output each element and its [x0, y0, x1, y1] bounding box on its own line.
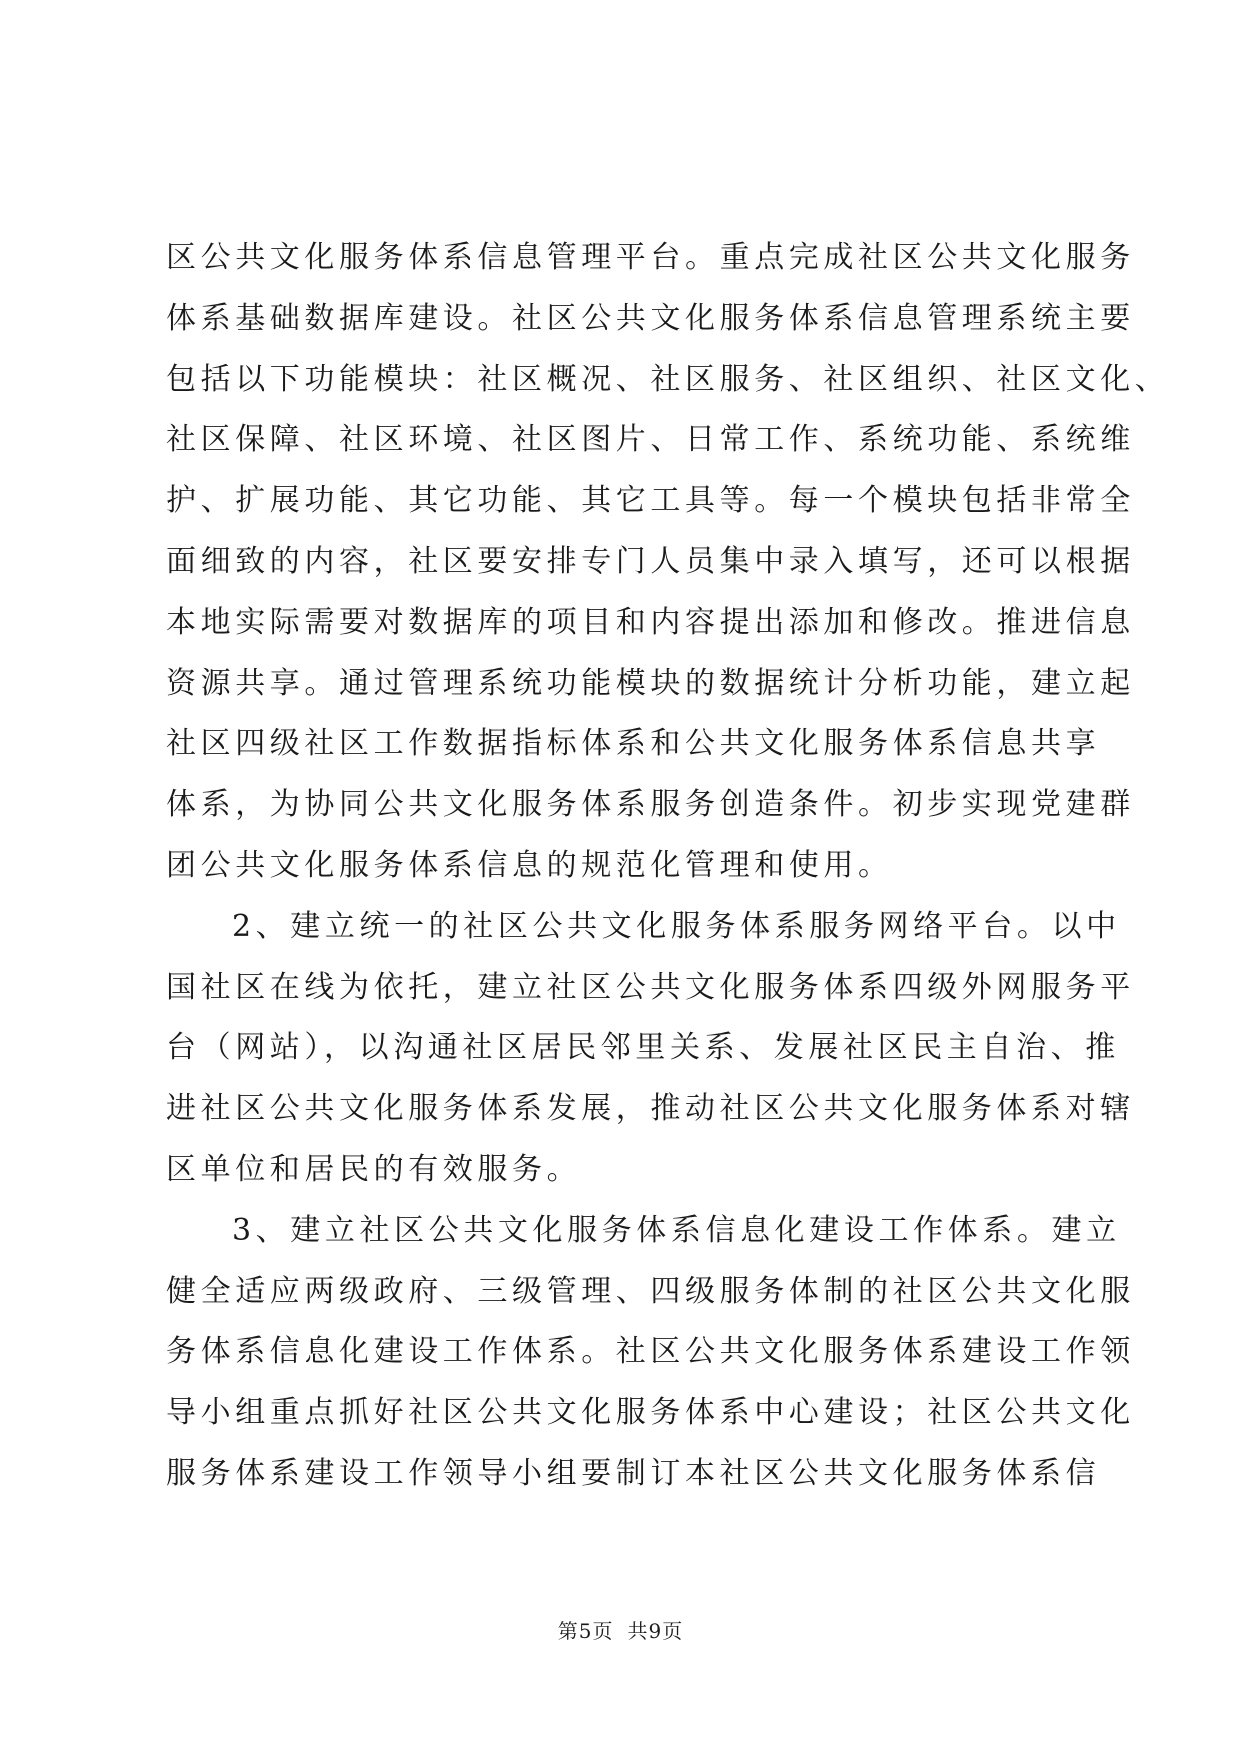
paragraph-start-line: 3、建立社区公共文化服务体系信息化建设工作体系。建立 — [232, 1212, 1121, 1248]
body-text — [166, 228, 1170, 1505]
text-line: 本地实际需要对数据库的项目和内容提出添加和修改。推进信息 — [166, 604, 1135, 640]
paragraph-start-line: 2、建立统一的社区公共文化服务体系服务网络平台。以中 — [232, 908, 1121, 944]
text-line: 服务体系建设工作领导小组要制订本社区公共文化服务体系信 — [166, 1455, 1101, 1491]
text-line: 国社区在线为依托，建立社区公共文化服务体系四级外网服务平 — [166, 969, 1135, 1005]
text-line: 区公共文化服务体系信息管理平台。重点完成社区公共文化服务 — [166, 240, 1135, 275]
text-line: 团公共文化服务体系信息的规范化管理和使用。 — [166, 847, 893, 883]
text-line: 面细致的内容，社区要安排专门人员集中录入填写，还可以根据 — [166, 543, 1135, 579]
text-line: 包括以下功能模块：社区概况、社区服务、社区组织、社区文化、 — [166, 361, 1170, 397]
text-line: 社区保障、社区环境、社区图片、日常工作、系统功能、系统维 — [166, 422, 1135, 458]
page-footer — [0, 1617, 1241, 1645]
text-line: 区单位和居民的有效服务。 — [166, 1151, 582, 1187]
page-number: 第5页 — [557, 1619, 614, 1643]
text-line: 体系基础数据库建设。社区公共文化服务体系信息管理系统主要 — [166, 300, 1135, 336]
text-line: 导小组重点抓好社区公共文化服务体系中心建设；社区公共文化 — [166, 1395, 1135, 1431]
text-line: 进社区公共文化服务体系发展，推动社区公共文化服务体系对辖 — [166, 1091, 1135, 1127]
text-line: 体系，为协同公共文化服务体系服务创造条件。初步实现党建群 — [166, 787, 1135, 823]
text-line: 务体系信息化建设工作体系。社区公共文化服务体系建设工作领 — [166, 1334, 1135, 1370]
text-line: 资源共享。通过管理系统功能模块的数据统计分析功能，建立起 — [166, 665, 1135, 701]
text-line: 社区四级社区工作数据指标体系和公共文化服务体系信息共享 — [166, 726, 1101, 762]
text-line: 台（网站），以沟通社区居民邻里关系、发展社区民主自治、推 — [166, 1030, 1120, 1066]
text-line: 护、扩展功能、其它功能、其它工具等。每一个模块包括非常全 — [166, 483, 1135, 519]
page-total: 共9页 — [627, 1619, 684, 1643]
text-line: 健全适应两级政府、三级管理、四级服务体制的社区公共文化服 — [166, 1273, 1135, 1309]
